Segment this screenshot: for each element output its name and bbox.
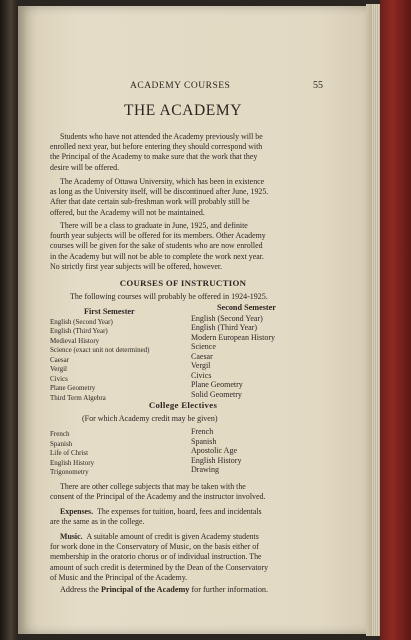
text-line: amount of such credit is determined by the Dean of the Conservatory	[50, 562, 269, 572]
text-line	[50, 585, 340, 595]
first-semester-column	[50, 307, 200, 403]
text-line: the Principal of the Academy to make sure that the work that they	[50, 152, 258, 162]
text-line: After that date certain sub-freshman work will probably still be	[50, 197, 250, 207]
course-item: English (Third Year)	[50, 327, 108, 335]
book-page	[18, 6, 366, 634]
paragraph-music	[50, 532, 340, 583]
elective-item: French	[50, 430, 70, 438]
course-item: Plane Geometry	[50, 384, 96, 392]
page-stack-edge	[372, 4, 380, 636]
running-head: ACADEMY COURSES	[130, 81, 231, 91]
electives-right-column	[191, 427, 341, 475]
text-line: Students who have not attended the Academy previously will be	[60, 132, 263, 141]
music-label: Music.	[60, 532, 83, 541]
course-item: Vergil	[191, 361, 211, 370]
electives-left-column	[50, 430, 190, 478]
text-line: in the Academy but will not be able to complete the work next year.	[50, 251, 264, 261]
course-item: Third Term Algebra	[50, 393, 106, 402]
text-line: enrolled next year, but before entering they should correspond with	[50, 142, 263, 152]
course-item: Caesar	[191, 351, 213, 361]
text-line: membership in the oratorio chorus or of individual instruction. The	[50, 552, 262, 562]
elective-item: Apostolic Age	[191, 446, 237, 455]
book-cover	[380, 0, 411, 640]
electives-heading: College Electives	[148, 400, 218, 410]
course-item: English (Second Year)	[50, 317, 113, 326]
text-line: There will be a class to graduate in June, 1925, and definite	[60, 221, 248, 230]
music-text: A suitable amount of credit is given Academy students	[86, 532, 259, 541]
book-spine	[0, 0, 18, 640]
text-line: The Academy of Ottawa University, which has been in existence	[60, 177, 265, 186]
elective-item: Spanish	[50, 439, 73, 448]
text-line: as long as the University itself, will be discontinued after June, 1925.	[50, 187, 269, 197]
course-item: Plane Geometry	[191, 380, 243, 389]
text-line: No strictly first year subjects will be offered, however.	[50, 261, 223, 271]
course-item: Solid Geometry	[191, 389, 242, 399]
course-item: Civics	[191, 370, 212, 380]
paragraph-discontinued	[50, 177, 340, 218]
text-line: fourth year subjects will be offered for its members. Other Academy	[50, 231, 266, 241]
paragraph-graduation	[50, 221, 340, 272]
course-item: Modern European History	[191, 332, 275, 342]
second-semester-heading: Second Semester	[217, 303, 276, 312]
closing-suffix: for further information.	[191, 585, 269, 594]
text-line: consent of the Principal of the Academy and the instructor involved.	[50, 492, 266, 502]
expenses-text: The expenses for tuition, board, fees and incidentals	[97, 507, 262, 516]
course-item: Vergil	[50, 365, 67, 373]
expenses-label: Expenses.	[60, 507, 94, 516]
electives-note: (For which Academy credit may be given)	[82, 414, 218, 423]
course-item: Science	[191, 342, 216, 351]
course-item: Science (exact unit not determined)	[50, 346, 150, 354]
elective-item: English History	[191, 455, 242, 465]
page-title: THE ACADEMY	[123, 102, 243, 119]
first-semester-heading: First Semester	[84, 307, 135, 316]
text-line: for work done in the Conservatory of Music, on the basis either of	[50, 542, 259, 552]
course-item: English (Third Year)	[191, 323, 257, 332]
closing-prefix: Address the	[60, 585, 99, 594]
text-line	[50, 507, 340, 517]
text-line: courses will be given for the sake of students who are now enrolled	[50, 241, 263, 251]
courses-intro: The following courses will probably be offered in 1924-1925.	[70, 292, 268, 301]
text-line: are the same as in the college.	[50, 517, 145, 527]
text-line: of Music and the Principal of the Academy.	[50, 572, 188, 582]
paragraph-enrollment	[50, 132, 340, 173]
course-item: Medieval History	[50, 336, 100, 345]
closing-bold: Principal of the Academy	[100, 585, 190, 594]
course-item: Caesar	[50, 355, 70, 364]
second-semester-column	[191, 303, 341, 399]
paragraph-other-subjects	[50, 482, 340, 502]
course-item: English (Second Year)	[191, 313, 263, 323]
courses-heading: COURSES OF INSTRUCTION	[119, 278, 247, 288]
course-item: Civics	[50, 374, 68, 383]
elective-item: French	[191, 427, 214, 436]
elective-item: English History	[50, 458, 95, 467]
page-number: 55	[313, 80, 323, 91]
paragraph-closing	[50, 585, 340, 595]
elective-item: Life of Christ	[50, 449, 89, 457]
text-line	[50, 532, 340, 542]
text-line: desire will be offered.	[50, 162, 120, 172]
elective-item: Drawing	[191, 465, 219, 474]
elective-item: Spanish	[191, 436, 217, 446]
paragraph-expenses	[50, 507, 340, 527]
elective-item: Trigonometry	[50, 468, 89, 476]
text-line: offered, but the Academy will not be maintained.	[50, 207, 205, 217]
text-line: There are other college subjects that may be taken with the	[60, 482, 246, 491]
